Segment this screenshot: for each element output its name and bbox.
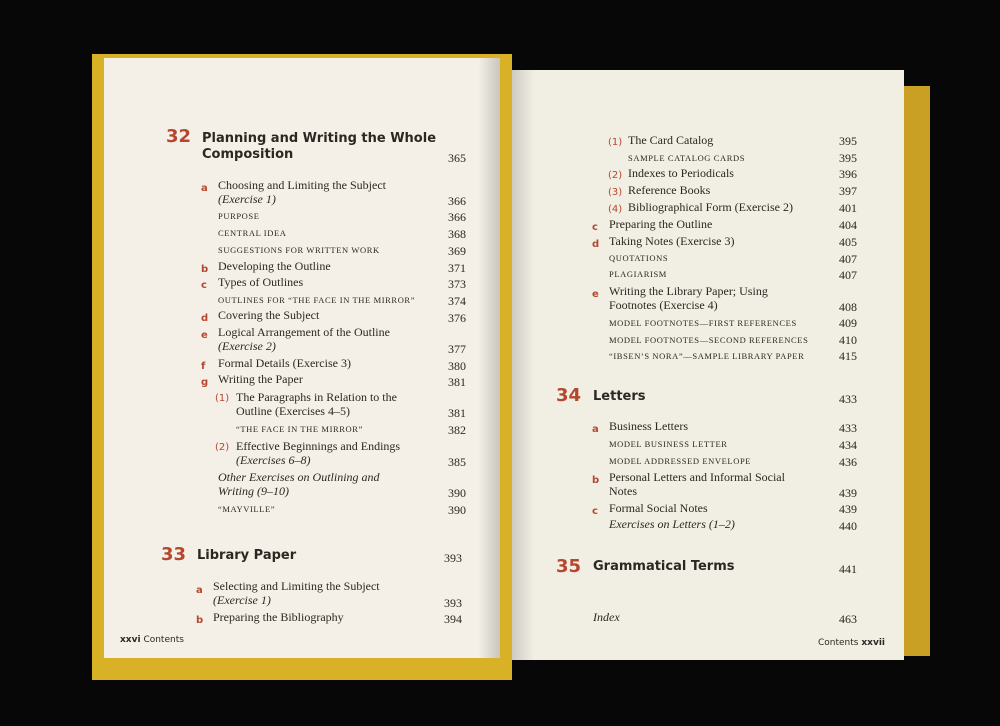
page-other-exercises: 390	[448, 486, 466, 500]
subentry-model-footnotes-second: MODEL FOOTNOTES—SECOND REFERENCES	[609, 335, 809, 345]
entry-personal-notes: Notes	[609, 484, 637, 498]
subentry-quotations: QUOTATIONS	[609, 253, 669, 263]
chapter-page-34: 433	[839, 392, 857, 406]
page-types-of-outlines: 373	[448, 277, 466, 291]
subentry-model-business-letter: MODEL BUSINESS LETTER	[609, 439, 728, 449]
entry-selecting-exercise: (Exercise 1)	[213, 593, 271, 607]
chapter-title-34: Letters	[593, 389, 646, 404]
section-letter-b-33: b	[196, 615, 204, 626]
entry-developing-outline: Developing the Outline	[218, 259, 331, 273]
page-formal-details: 380	[448, 359, 466, 373]
entry-card-catalog: The Card Catalog	[628, 133, 714, 147]
page-choosing: 366	[448, 194, 466, 208]
page-effective-beginnings: 385	[448, 455, 466, 469]
entry-paragraphs-relation: The Paragraphs in Relation to the	[236, 390, 397, 404]
page-indexes-periodicals: 396	[839, 167, 857, 181]
page-model-business-letter: 434	[839, 438, 857, 452]
subentry-sample-cards: SAMPLE CATALOG CARDS	[628, 153, 746, 163]
page-ibsens-nora: 415	[839, 349, 857, 363]
page-selecting-subject: 393	[444, 596, 462, 610]
chapter-title-32-line1: Planning and Writing the Whole	[202, 131, 437, 146]
footer-label-right: Contents	[818, 638, 859, 648]
page-suggestions: 369	[448, 244, 466, 258]
chapter-page-33: 393	[444, 551, 462, 565]
left-page	[104, 58, 500, 658]
entry-other-exercises: Other Exercises on Outlining and	[218, 470, 380, 484]
page-exercises-letters: 440	[839, 519, 857, 533]
page-developing-outline: 371	[448, 261, 466, 275]
section-letter-c-33: c	[592, 222, 598, 233]
page-preparing-bibliography: 394	[444, 612, 462, 626]
page-model-footnotes-second: 410	[839, 333, 857, 347]
entry-covering-subject: Covering the Subject	[218, 308, 320, 322]
entry-effective-beginnings: Effective Beginnings and Endings	[236, 439, 401, 453]
subentry-central-idea: CENTRAL IDEA	[218, 228, 287, 238]
right-footer	[818, 636, 885, 650]
subentry-purpose: PURPOSE	[218, 211, 260, 221]
page-business-letters: 433	[839, 421, 857, 435]
entry-logical-exercise: (Exercise 2)	[218, 339, 276, 353]
page-outlines-for-face: 374	[448, 294, 466, 308]
page-taking-notes: 405	[839, 235, 857, 249]
section-letter-a-34: a	[592, 424, 599, 435]
section-letter-b-34: b	[592, 475, 600, 486]
page-paragraphs-relation: 381	[448, 406, 466, 420]
section-letter-b: b	[201, 264, 209, 275]
page-model-footnotes-first: 409	[839, 316, 857, 330]
chapter-title-35: Grammatical Terms	[593, 559, 735, 574]
right-page	[512, 70, 904, 660]
folio-left: xxvi	[120, 635, 141, 645]
page-index: 463	[839, 612, 857, 626]
page-model-envelope: 436	[839, 455, 857, 469]
chapter-number-33: 33	[161, 544, 187, 565]
section-letter-a-33: a	[196, 585, 203, 596]
page-covering-subject: 376	[448, 311, 466, 325]
book-cover-right	[900, 86, 930, 656]
entry-preparing-bibliography: Preparing the Bibliography	[213, 610, 344, 624]
section-letter-d-33: d	[592, 239, 600, 250]
entry-writing-library-paper: Writing the Library Paper; Using	[609, 284, 768, 298]
entry-business-letters: Business Letters	[609, 419, 688, 433]
entry-preparing-outline: Preparing the Outline	[609, 217, 713, 231]
chapter-page-32: 365	[448, 151, 466, 165]
section-letter-c: c	[201, 280, 207, 291]
subentry-model-envelope: MODEL ADDRESSED ENVELOPE	[609, 456, 752, 466]
page-formal-social-notes: 439	[839, 502, 857, 516]
subentry-number-1-r: (1)	[608, 137, 623, 148]
entry-effective-exercises: (Exercises 6–8)	[236, 453, 311, 467]
page-mayville: 390	[448, 503, 466, 517]
footer-label-left: Contents	[143, 635, 184, 645]
page-reference-books: 397	[839, 184, 857, 198]
subentry-mayville: “MAYVILLE”	[218, 504, 276, 514]
subentry-number-2-r: (2)	[608, 170, 623, 181]
entry-taking-notes: Taking Notes (Exercise 3)	[609, 234, 735, 248]
entry-choosing-subject: Choosing and Limiting the Subject	[218, 178, 386, 192]
subentry-number-2: (2)	[215, 442, 230, 453]
entry-types-of-outlines: Types of Outlines	[218, 275, 304, 289]
subentry-plagiarism: PLAGIARISM	[609, 269, 667, 279]
folio-right: xxvii	[861, 638, 886, 648]
entry-index: Index	[593, 610, 620, 624]
entry-indexes-periodicals: Indexes to Periodicals	[628, 166, 734, 180]
page-sample-cards: 395	[839, 151, 857, 165]
section-letter-a: a	[201, 183, 208, 194]
section-letter-e-33: e	[592, 289, 599, 300]
entry-logical-arrangement: Logical Arrangement of the Outline	[218, 325, 390, 339]
subentry-number-3-r: (3)	[608, 187, 623, 198]
entry-writing-paper: Writing the Paper	[218, 372, 303, 386]
page-card-catalog: 395	[839, 134, 857, 148]
chapter-number-35: 35	[556, 556, 582, 577]
page-purpose: 366	[448, 210, 466, 224]
entry-choosing-exercise: (Exercise 1)	[218, 192, 276, 206]
entry-personal-letters: Personal Letters and Informal Social	[609, 470, 785, 484]
page-bibliographical-form: 401	[839, 201, 857, 215]
left-footer	[120, 633, 184, 647]
entry-selecting-subject: Selecting and Limiting the Subject	[213, 579, 380, 593]
entry-formal-details: Formal Details (Exercise 3)	[218, 356, 351, 370]
page-writing-library-paper: 408	[839, 300, 857, 314]
subentry-face-in-mirror: “THE FACE IN THE MIRROR”	[236, 424, 363, 434]
chapter-page-35: 441	[839, 562, 857, 576]
chapter-number-32: 32	[166, 126, 192, 147]
entry-other-exercises-2: Writing (9–10)	[218, 484, 289, 498]
page-face-in-mirror: 382	[448, 423, 466, 437]
section-letter-d: d	[201, 313, 209, 324]
entry-bibliographical-form: Bibliographical Form (Exercise 2)	[628, 200, 793, 214]
page-central-idea: 368	[448, 227, 466, 241]
chapter-title-32-line2: Composition	[202, 147, 294, 162]
entry-reference-books: Reference Books	[628, 183, 711, 197]
subentry-number-1: (1)	[215, 393, 230, 404]
page-plagiarism: 407	[839, 268, 857, 282]
entry-formal-social-notes: Formal Social Notes	[609, 501, 708, 515]
entry-paragraphs-outline: Outline (Exercises 4–5)	[236, 404, 350, 418]
section-letter-c-34: c	[592, 506, 598, 517]
section-letter-f: f	[201, 361, 206, 372]
chapter-title-33: Library Paper	[197, 548, 297, 563]
page-personal-letters: 439	[839, 486, 857, 500]
subentry-outlines-for-face: OUTLINES FOR “THE FACE IN THE MIRROR”	[218, 295, 416, 305]
page-preparing-outline: 404	[839, 218, 857, 232]
page-logical-arrangement: 377	[448, 342, 466, 356]
chapter-number-34: 34	[556, 385, 582, 406]
subentry-model-footnotes-first: MODEL FOOTNOTES—FIRST REFERENCES	[609, 318, 797, 328]
page-writing-paper: 381	[448, 375, 466, 389]
entry-exercises-letters: Exercises on Letters (1–2)	[609, 517, 735, 531]
subentry-ibsens-nora: “IBSEN’S NORA”—SAMPLE LIBRARY PAPER	[609, 351, 805, 361]
section-letter-g: g	[201, 377, 209, 388]
page-quotations: 407	[839, 252, 857, 266]
subentry-number-4-r: (4)	[608, 204, 623, 215]
entry-using-footnotes: Footnotes (Exercise 4)	[609, 298, 718, 312]
section-letter-e: e	[201, 330, 208, 341]
subentry-suggestions: SUGGESTIONS FOR WRITTEN WORK	[218, 245, 380, 255]
